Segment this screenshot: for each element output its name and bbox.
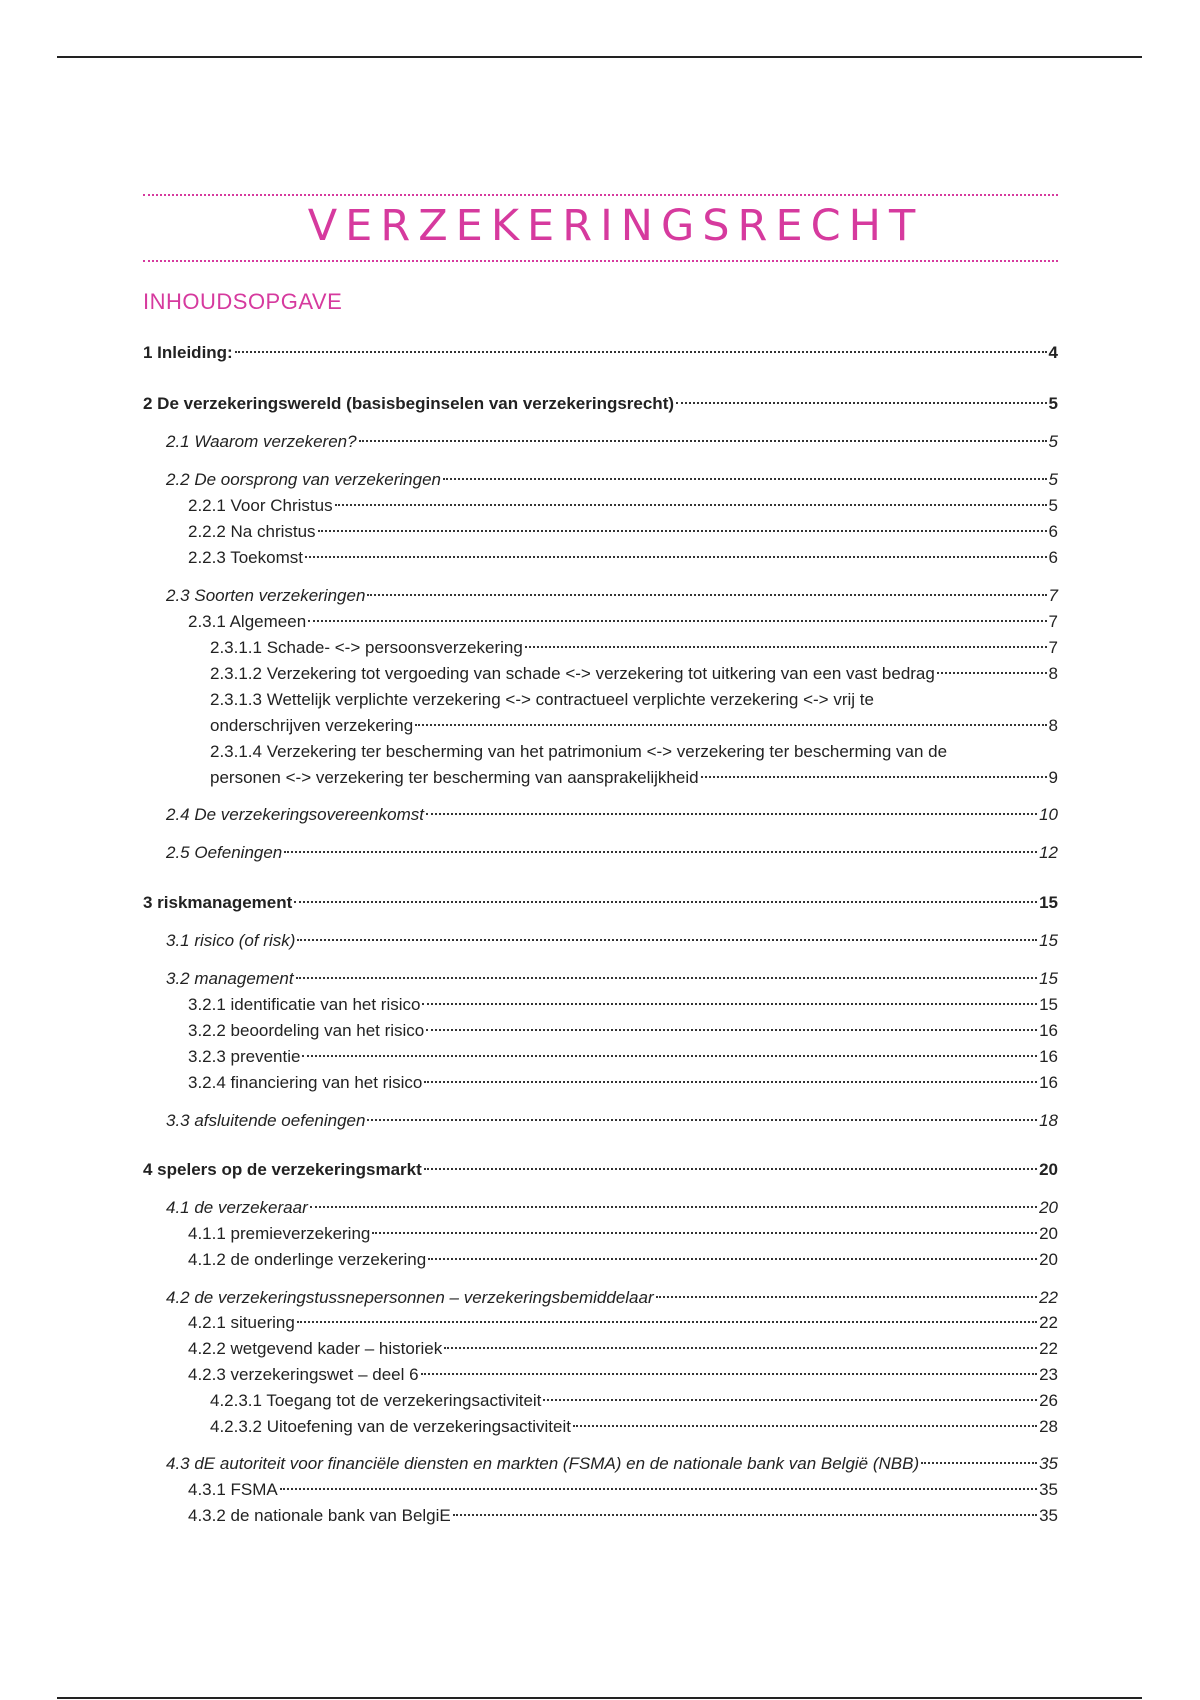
toc-entry-label: 3.2 management [166, 969, 294, 988]
toc-entry-page: 15 [1039, 969, 1058, 988]
leader-dots [235, 351, 1047, 353]
toc-entry-label: personen <-> verzekering ter bescherming van aansprakelijkheid [210, 768, 699, 787]
toc-entry-2-2-3[interactable] [188, 546, 1058, 570]
toc-entry-page: 23 [1039, 1365, 1058, 1384]
leader-dots [525, 646, 1047, 648]
leader-dots [656, 1296, 1037, 1298]
toc-entry-page: 9 [1048, 768, 1058, 787]
leader-dots [426, 1029, 1037, 1031]
toc-entry-label: 4.3.2 de nationale bank van BelgiE [188, 1506, 451, 1525]
toc-entry-page: 20 [1039, 1224, 1058, 1243]
leader-dots [318, 530, 1047, 532]
toc-entry-page: 6 [1048, 548, 1058, 567]
toc-entry-2-1[interactable] [166, 430, 1058, 454]
toc-entry-page: 22 [1039, 1288, 1058, 1307]
toc-entry-label: 2.3.1 Algemeen [188, 612, 307, 631]
toc-entry-label: 1 Inleiding: [143, 343, 233, 362]
toc-entry-label: 4.3.1 FSMA [188, 1480, 278, 1499]
toc-entry-4-2-1[interactable] [188, 1311, 1058, 1335]
toc-entry-label: 2.2.3 Toekomst [188, 548, 303, 567]
leader-dots [453, 1514, 1037, 1516]
toc-entry-4-1[interactable] [166, 1196, 1058, 1220]
toc-entry-page: 15 [1039, 931, 1058, 950]
toc-entry-page: 5 [1048, 470, 1058, 489]
toc-entry-page: 16 [1039, 1073, 1058, 1092]
leader-dots [297, 1321, 1037, 1323]
leader-dots [308, 620, 1046, 622]
leader-dots [676, 402, 1047, 404]
toc-entry-page: 20 [1039, 1198, 1058, 1217]
toc-entry-4-2-3[interactable] [188, 1363, 1058, 1387]
toc-entry-4-3-1[interactable] [188, 1478, 1058, 1502]
toc-entry-2-3-1-3[interactable] [210, 714, 1058, 738]
toc-entry-label: 2.3 Soorten verzekeringen [166, 586, 366, 605]
leader-dots [701, 776, 1047, 778]
toc-entry-label: 4 spelers op de verzekeringsmarkt [143, 1160, 422, 1179]
toc-entry-4-1-1[interactable] [188, 1222, 1058, 1246]
toc-entry-label: 3.1 risico (of risk) [166, 931, 296, 950]
leader-dots [335, 504, 1047, 506]
toc-entry-3[interactable] [143, 891, 1058, 915]
toc-entry-label: 4.2.1 situering [188, 1313, 295, 1332]
toc-entry-2-3-1-1[interactable] [210, 636, 1058, 660]
toc-entry-label: 4.1 de verzekeraar [166, 1198, 308, 1217]
leader-dots [543, 1399, 1037, 1401]
toc-entry-label: 2 De verzekeringswereld (basisbeginselen van verzekeringsrecht) [143, 394, 675, 413]
leader-dots [428, 1258, 1037, 1260]
toc-entry-page: 7 [1048, 586, 1058, 605]
toc-entry-1[interactable] [143, 341, 1058, 365]
leader-dots [421, 1373, 1037, 1375]
toc-entry-3-3[interactable] [166, 1109, 1058, 1133]
toc-entry-label: 2.3.1.2 Verzekering tot vergoeding van schade <-> verzekering tot uitkering van een vast bedrag [210, 664, 935, 683]
toc-entry-2[interactable] [143, 392, 1058, 416]
toc-entry-2-4[interactable] [166, 803, 1058, 827]
leader-dots [573, 1425, 1037, 1427]
toc-entry-label: 3.2.4 financiering van het risico [188, 1073, 423, 1092]
toc-entry-2-3[interactable] [166, 584, 1058, 608]
toc-entry-2-5[interactable] [166, 841, 1058, 865]
toc-entry-4-2-2[interactable] [188, 1337, 1058, 1361]
leader-dots [305, 556, 1047, 558]
toc-entry-page: 26 [1039, 1391, 1058, 1410]
toc-entry-3-2-2[interactable] [188, 1019, 1058, 1043]
footer-rule [57, 1697, 1142, 1699]
toc-entry-page: 4 [1048, 343, 1058, 362]
toc-entry-page: 5 [1048, 432, 1058, 451]
toc-entry-3-1[interactable] [166, 929, 1058, 953]
toc-entry-4[interactable] [143, 1158, 1058, 1182]
toc-entry-2-3-1-2[interactable] [210, 662, 1058, 686]
toc-entry-label: 2.2.1 Voor Christus [188, 496, 333, 515]
title-bottom-border [143, 260, 1058, 262]
toc-entry-page: 20 [1039, 1160, 1058, 1179]
leader-dots [424, 1168, 1037, 1170]
toc-entry-3-2-4[interactable] [188, 1071, 1058, 1095]
toc-entry-page: 7 [1048, 612, 1058, 631]
toc-entry-2-3-1-3-line1[interactable]: 2.3.1.3 Wettelijk verplichte verzekering <-> contractueel verplichte verzekering <-> vrij te [210, 690, 874, 709]
toc-entry-3-2-1[interactable] [188, 993, 1058, 1017]
toc-entry-label: 2.5 Oefeningen [166, 843, 283, 862]
toc-entry-4-3-2[interactable] [188, 1504, 1058, 1528]
toc-entry-label: 3.2.3 preventie [188, 1047, 301, 1066]
toc-entry-page: 18 [1039, 1111, 1058, 1130]
toc-entry-label: 3 riskmanagement [143, 893, 293, 912]
toc-entry-label: 2.2 De oorsprong van verzekeringen [166, 470, 441, 489]
leader-dots [367, 594, 1046, 596]
toc-entry-2-2[interactable] [166, 468, 1058, 492]
leader-dots [310, 1206, 1037, 1208]
toc-entry-page: 35 [1039, 1506, 1058, 1525]
toc-entry-label: 2.4 De verzekeringsovereenkomst [166, 805, 424, 824]
toc-entry-2-2-2[interactable] [188, 520, 1058, 544]
leader-dots [359, 440, 1047, 442]
toc-entry-4-2-3-1[interactable] [210, 1389, 1058, 1413]
toc-entry-page: 7 [1048, 638, 1058, 657]
toc-entry-label: 2.3.1.1 Schade- <-> persoonsverzekering [210, 638, 523, 657]
toc-entry-label: 4.1.1 premieverzekering [188, 1224, 371, 1243]
leader-dots [302, 1055, 1037, 1057]
toc-entry-page: 8 [1048, 716, 1058, 735]
toc-entry-page: 16 [1039, 1047, 1058, 1066]
leader-dots [284, 851, 1037, 853]
toc-entry-page: 20 [1039, 1250, 1058, 1269]
toc-entry-4-2[interactable] [166, 1286, 1058, 1310]
toc-entry-page: 5 [1048, 394, 1058, 413]
toc-entry-2-3-1-4-line1[interactable]: 2.3.1.4 Verzekering ter bescherming van het patrimonium <-> verzekering ter bescherming van de [210, 742, 948, 761]
leader-dots [937, 672, 1047, 674]
toc-entry-2-3-1-4[interactable] [210, 766, 1058, 790]
toc-entry-3-2-3[interactable] [188, 1045, 1058, 1069]
header-rule [57, 56, 1142, 58]
toc-entry-page: 16 [1039, 1021, 1058, 1040]
toc-entry-label: 4.2.3.2 Uitoefening van de verzekeringsactiviteit [210, 1417, 571, 1436]
toc-entry-4-2-3-2[interactable] [210, 1415, 1058, 1439]
leader-dots [294, 901, 1037, 903]
toc-entry-label: 3.2.2 beoordeling van het risico [188, 1021, 425, 1040]
toc-entry-3-2[interactable] [166, 967, 1058, 991]
toc-entry-page: 15 [1039, 995, 1058, 1014]
toc-entry-page: 10 [1039, 805, 1058, 824]
toc-entry-page: 12 [1039, 843, 1058, 862]
toc-entry-4-1-2[interactable] [188, 1248, 1058, 1272]
toc-entry-page: 35 [1039, 1454, 1058, 1473]
toc-entry-page: 35 [1039, 1480, 1058, 1499]
leader-dots [297, 939, 1037, 941]
toc-entry-page: 28 [1039, 1417, 1058, 1436]
leader-dots [422, 1003, 1037, 1005]
leader-dots [415, 724, 1046, 726]
toc-entry-page: 22 [1039, 1339, 1058, 1358]
toc-entry-label: 3.3 afsluitende oefeningen [166, 1111, 366, 1130]
leader-dots [426, 813, 1037, 815]
toc-entry-page: 22 [1039, 1313, 1058, 1332]
toc-heading: INHOUDSOPGAVE [143, 289, 343, 314]
leader-dots [372, 1232, 1037, 1234]
toc-entry-label: 4.2.2 wetgevend kader – historiek [188, 1339, 443, 1358]
leader-dots [367, 1119, 1037, 1121]
toc-entry-label: 4.1.2 de onderlinge verzekering [188, 1250, 427, 1269]
leader-dots [280, 1488, 1037, 1490]
toc-entry-label: 4.2 de verzekeringstussnepersonnen – verzekeringsbemiddelaar [166, 1288, 654, 1307]
toc-entry-2-3-1[interactable] [188, 610, 1058, 634]
toc-entry-label: 2.1 Waarom verzekeren? [166, 432, 357, 451]
leader-dots [424, 1081, 1037, 1083]
leader-dots [444, 1347, 1037, 1349]
toc-entry-page: 5 [1048, 496, 1058, 515]
toc-entry-page: 15 [1039, 893, 1058, 912]
leader-dots [921, 1462, 1037, 1464]
toc-entry-label: 4.3 dE autoriteit voor financiële diensten en markten (FSMA) en de nationale bank van België (NBB) [166, 1454, 920, 1473]
toc-entry-label: 2.2.2 Na christus [188, 522, 316, 541]
toc-entry-label: 4.2.3.1 Toegang tot de verzekeringsactiviteit [210, 1391, 542, 1410]
toc-entry-4-3[interactable] [166, 1452, 1058, 1476]
toc-entry-label: 3.2.1 identificatie van het risico [188, 995, 421, 1014]
toc-entry-label: onderschrijven verzekering [210, 716, 414, 735]
toc-entry-label: 4.2.3 verzekeringswet – deel 6 [188, 1365, 419, 1384]
toc-entry-page: 8 [1048, 664, 1058, 683]
leader-dots [296, 977, 1037, 979]
toc-entry-page: 6 [1048, 522, 1058, 541]
leader-dots [443, 478, 1047, 480]
toc-entry-2-2-1[interactable] [188, 494, 1058, 518]
document-title: VERZEKERINGSRECHT [307, 201, 924, 251]
